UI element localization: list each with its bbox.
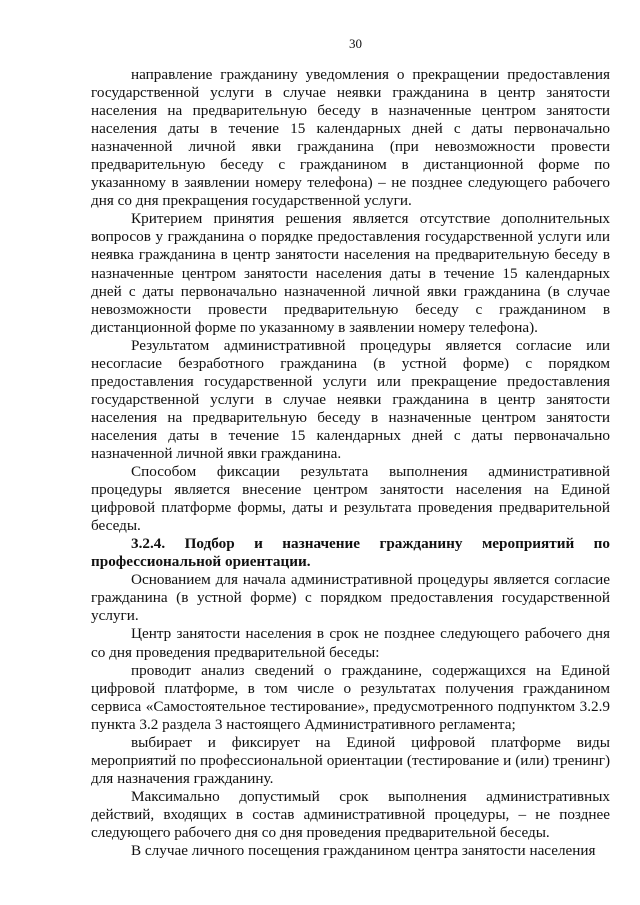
page-number: 30 xyxy=(349,36,362,51)
paragraph-procedure-result: Результатом административной процедуры является согласие или несогласие безработного гражданина (в устной форме) с порядком предоставления государственной услуги или прекращение предоставления государственной услуги в случае неявки гражданина в центр занятости населения на предварительную беседу в назначенные центром занятости населения даты в течение 15 календарных дней с даты первоначально назначенной личной явки гражданина. xyxy=(91,336,610,462)
paragraph-deadline-intro: Центр занятости населения в срок не позднее следующего рабочего дня со дня проведения предварительной беседы: xyxy=(91,625,610,661)
paragraph-personal-visit: В случае личного посещения гражданином центра занятости населения xyxy=(131,842,596,860)
paragraph-max-term: Максимально допустимый срок выполнения административных действий, входящих в состав административной процедуры, – не позднее следующего рабочего дня со дня проведения предварительной беседы. xyxy=(91,787,610,841)
paragraph-analysis: проводит анализ сведений о гражданине, содержащихся на Единой цифровой платформе, в том числе о результатах получения гражданином сервиса «Самостоятельное тестирование», предусмотренного подпунктом 3.2.9 пункта 3.2 раздела 3 настоящего Административного регламента; xyxy=(91,661,610,733)
paragraph-decision-criterion: Критерием принятия решения является отсутствие дополнительных вопросов у гражданина о порядке предоставления государственной услуги или неявка гражданина в центр занятости населения на предварительную беседу в назначенные центром занятости населения даты в течение 15 календарных дней с даты первоначально назначенной личной явки гражданина (в случае невозможности провести предварительную беседу с гражданином в дистанционной форме по указанному в заявлении номеру телефона). xyxy=(91,210,610,336)
section-heading-3-2-4: 3.2.4. Подбор и назначение гражданину мероприятий по профессиональной ориентации. xyxy=(91,535,610,571)
paragraph-basis: Основанием для начала административной процедуры является согласие гражданина (в устной форме) с порядком предоставления государственной услуги. xyxy=(91,571,610,625)
paragraph-notification: направление гражданину уведомления о прекращении предоставления государственной услуги в случае неявки гражданина в центр занятости населения на предварительную беседу в назначенные центром занятости населения даты в течение 15 календарных дней с даты первоначально назначенной личной явки гражданина (при невозможности провести предварительную беседу с гражданином в дистанционной форме по указанному в заявлении номеру телефона) – не позднее следующего рабочего дня со дня прекращения государственной услуги. xyxy=(91,66,610,210)
paragraph-selection: выбирает и фиксирует на Единой цифровой платформе виды мероприятий по профессиональной ориентации (тестирование и (или) тренинг) для назначения гражданину. xyxy=(91,733,610,787)
paragraph-fixation-method: Способом фиксации результата выполнения административной процедуры является внесение центром занятости населения на Единой цифровой платформе формы, даты и результата проведения предварительной беседы. xyxy=(91,463,610,535)
